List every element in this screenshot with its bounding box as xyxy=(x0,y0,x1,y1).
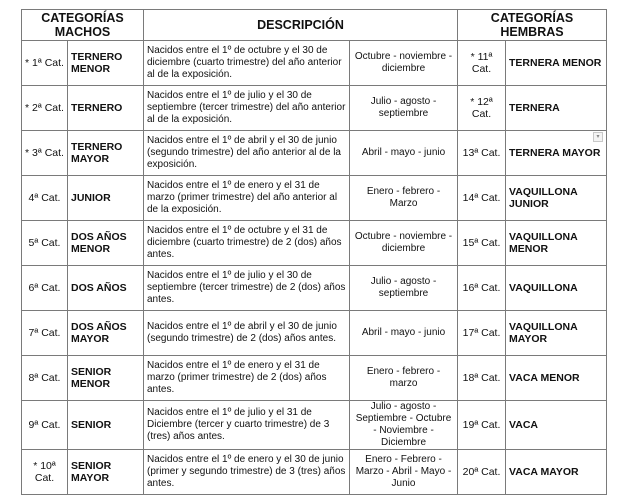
birth-months: Julio - agosto - Septiembre - Octubre - Noviembre - Diciembre xyxy=(350,401,458,450)
category-description: Nacidos entre el 1º de julio y el 30 de septiembre (tercer trimestre) del año anterior al de la exposición. xyxy=(144,86,350,131)
female-category-number: 18ª Cat. xyxy=(458,356,506,401)
male-category-number: * 10ª Cat. xyxy=(22,450,68,495)
male-category-name: SENIOR MAYOR xyxy=(68,450,144,495)
female-category-name: VACA MAYOR xyxy=(506,450,607,495)
male-category-number: * 2ª Cat. xyxy=(22,86,68,131)
category-description: Nacidos entre el 1º de abril y el 30 de junio (segundo trimestre) del año anterior al de la exposición. xyxy=(144,131,350,176)
table-row xyxy=(22,176,607,221)
table-row xyxy=(22,401,607,450)
category-description: Nacidos entre el 1º de enero y el 30 de junio (primer y segundo trimestre) de 3 (tres) años antes. xyxy=(144,450,350,495)
female-category-number: * 11ª Cat. xyxy=(458,41,506,86)
category-description: Nacidos entre el 1º de octubre y el 31 de diciembre (cuarto trimestre) de 2 (dos) años antes. xyxy=(144,221,350,266)
female-category-name: VAQUILLONA MENOR xyxy=(506,221,607,266)
header-descripcion: DESCRIPCIÓN xyxy=(144,10,458,41)
table-row xyxy=(22,311,607,356)
female-category-number: 19ª Cat. xyxy=(458,401,506,450)
birth-months: Enero - Febrero - Marzo - Abril - Mayo - Junio xyxy=(350,450,458,495)
table-row xyxy=(22,131,607,176)
dropdown-arrow-icon[interactable]: ▾ xyxy=(593,132,603,142)
header-machos: CATEGORÍAS MACHOS xyxy=(22,10,144,41)
female-category-number: * 12ª Cat. xyxy=(458,86,506,131)
birth-months: Octubre - noviembre - diciembre xyxy=(350,221,458,266)
male-category-number: 7ª Cat. xyxy=(22,311,68,356)
table-row xyxy=(22,86,607,131)
female-category-name: VAQUILLONA MAYOR xyxy=(506,311,607,356)
table-row xyxy=(22,266,607,311)
birth-months: Enero - febrero - marzo xyxy=(350,356,458,401)
female-category-name: VAQUILLONA JUNIOR xyxy=(506,176,607,221)
category-description: Nacidos entre el 1º de enero y el 31 de marzo (primer trimestre) del año anterior al de la exposición. xyxy=(144,176,350,221)
female-category-number: 20ª Cat. xyxy=(458,450,506,495)
birth-months: Julio - agosto - septiembre xyxy=(350,86,458,131)
female-category-name: VAQUILLONA xyxy=(506,266,607,311)
female-category-number: 13ª Cat. xyxy=(458,131,506,176)
header-hembras: CATEGORÍAS HEMBRAS xyxy=(458,10,607,41)
male-category-name: JUNIOR xyxy=(68,176,144,221)
male-category-number: 9ª Cat. xyxy=(22,401,68,450)
category-description: Nacidos entre el 1º de enero y el 31 de marzo (primer trimestre) de 2 (dos) años antes. xyxy=(144,356,350,401)
table-header-row xyxy=(22,10,607,41)
female-category-name: TERNERA MENOR xyxy=(506,41,607,86)
male-category-number: 8ª Cat. xyxy=(22,356,68,401)
male-category-number: 6ª Cat. xyxy=(22,266,68,311)
table-row xyxy=(22,41,607,86)
female-category-name: VACA xyxy=(506,401,607,450)
male-category-name: DOS AÑOS xyxy=(68,266,144,311)
male-category-number: * 3ª Cat. xyxy=(22,131,68,176)
male-category-number: 4ª Cat. xyxy=(22,176,68,221)
category-description: Nacidos entre el 1º de julio y el 31 de Diciembre (tercer y cuarto trimestre) de 3 (tres) años antes. xyxy=(144,401,350,450)
male-category-name: TERNERO MAYOR xyxy=(68,131,144,176)
category-description: Nacidos entre el 1º de octubre y el 30 de diciembre (cuarto trimestre) del año anterior al de la exposición. xyxy=(144,41,350,86)
categories-table xyxy=(21,9,607,495)
male-category-name: TERNERO MENOR xyxy=(68,41,144,86)
birth-months: Abril - mayo - junio xyxy=(350,311,458,356)
female-category-number: 15ª Cat. xyxy=(458,221,506,266)
birth-months: Octubre - noviembre - diciembre xyxy=(350,41,458,86)
male-category-number: 5ª Cat. xyxy=(22,221,68,266)
table-row xyxy=(22,221,607,266)
male-category-name: DOS AÑOS MAYOR xyxy=(68,311,144,356)
male-category-name: SENIOR xyxy=(68,401,144,450)
female-category-name: TERNERA MAYOR xyxy=(506,131,607,176)
female-category-name: TERNERA xyxy=(506,86,607,131)
male-category-name: DOS AÑOS MENOR xyxy=(68,221,144,266)
female-category-number: 17ª Cat. xyxy=(458,311,506,356)
birth-months: Enero - febrero - Marzo xyxy=(350,176,458,221)
category-description: Nacidos entre el 1º de julio y el 30 de septiembre (tercer trimestre) de 2 (dos) años antes. xyxy=(144,266,350,311)
female-category-number: 16ª Cat. xyxy=(458,266,506,311)
category-description: Nacidos entre el 1º de abril y el 30 de junio (segundo trimestre) de 2 (dos) años antes. xyxy=(144,311,350,356)
table-row xyxy=(22,356,607,401)
male-category-name: SENIOR MENOR xyxy=(68,356,144,401)
table-row xyxy=(22,450,607,495)
male-category-number: * 1ª Cat. xyxy=(22,41,68,86)
birth-months: Julio - agosto - septiembre xyxy=(350,266,458,311)
male-category-name: TERNERO xyxy=(68,86,144,131)
birth-months: Abril - mayo - junio xyxy=(350,131,458,176)
female-category-number: 14ª Cat. xyxy=(458,176,506,221)
female-category-name: VACA MENOR xyxy=(506,356,607,401)
